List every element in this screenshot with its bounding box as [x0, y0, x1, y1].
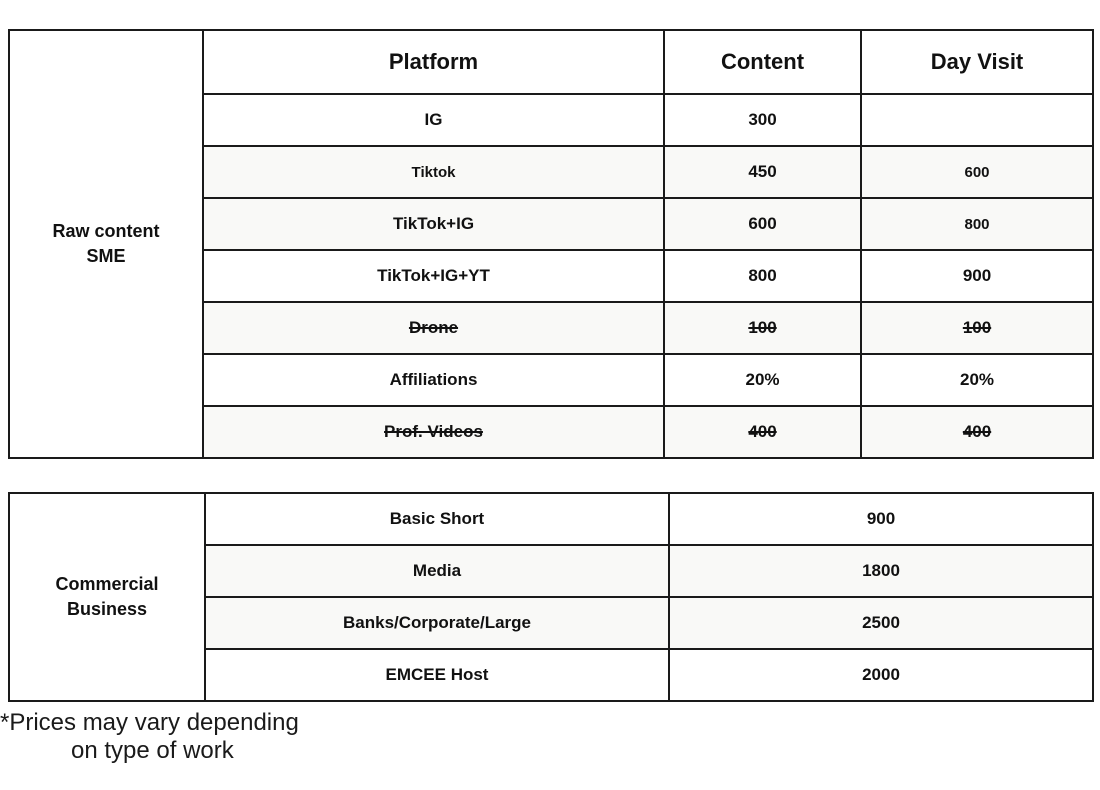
commercial-business-label [9, 493, 205, 701]
footnote-line1: *Prices may vary depending [0, 709, 299, 736]
group-label-line1: Commercial [55, 574, 159, 594]
content-price-cell: 20% [664, 354, 861, 406]
price-cell: 1800 [669, 545, 1093, 597]
price-cell: 2500 [669, 597, 1093, 649]
day-visit-price-cell [861, 302, 1093, 354]
platform-cell: TikTok+IG+YT [203, 250, 664, 302]
struck-platform: Prof. Videos [384, 422, 483, 441]
content-price-cell: 300 [664, 94, 861, 146]
table-row [9, 493, 1093, 545]
service-cell: Media [205, 545, 669, 597]
content-header: Content [664, 30, 861, 94]
platform-cell: Affiliations [203, 354, 664, 406]
service-cell: Basic Short [205, 493, 669, 545]
content-price-cell: 600 [664, 198, 861, 250]
service-cell: Banks/Corporate/Large [205, 597, 669, 649]
pricing-footnote [0, 709, 299, 765]
struck-content-price: 400 [748, 422, 777, 441]
struck-day-visit-price: 100 [962, 318, 992, 337]
price-cell: 2000 [669, 649, 1093, 701]
content-price-cell [664, 406, 861, 458]
struck-day-visit-price: 400 [962, 422, 992, 441]
day-visit-price-cell: 800 [861, 198, 1093, 250]
platform-header: Platform [203, 30, 664, 94]
day-visit-price-cell: 600 [861, 146, 1093, 198]
raw-content-pricing-table [8, 29, 1094, 459]
platform-cell [203, 406, 664, 458]
struck-content-price: 100 [748, 318, 777, 337]
day-visit-header: Day Visit [861, 30, 1093, 94]
content-price-cell: 800 [664, 250, 861, 302]
content-price-cell: 450 [664, 146, 861, 198]
service-cell: EMCEE Host [205, 649, 669, 701]
group-label-line2: Business [66, 599, 148, 619]
day-visit-price-cell [861, 406, 1093, 458]
group-label-line1: Raw content [52, 221, 160, 241]
platform-cell [203, 302, 664, 354]
commercial-business-pricing-table [8, 492, 1094, 702]
day-visit-price-cell: 20% [861, 354, 1093, 406]
day-visit-price-cell: 900 [861, 250, 1093, 302]
table-header-row [9, 30, 1093, 94]
footnote-line2: on type of work [71, 737, 234, 764]
group-label-line2: SME [86, 246, 126, 266]
platform-cell: TikTok+IG [203, 198, 664, 250]
day-visit-price-cell [861, 94, 1093, 146]
price-cell: 900 [669, 493, 1093, 545]
platform-cell: Tiktok [203, 146, 664, 198]
content-price-cell [664, 302, 861, 354]
platform-cell: IG [203, 94, 664, 146]
struck-platform: Drone [408, 318, 459, 337]
raw-content-sme-label [9, 30, 203, 458]
